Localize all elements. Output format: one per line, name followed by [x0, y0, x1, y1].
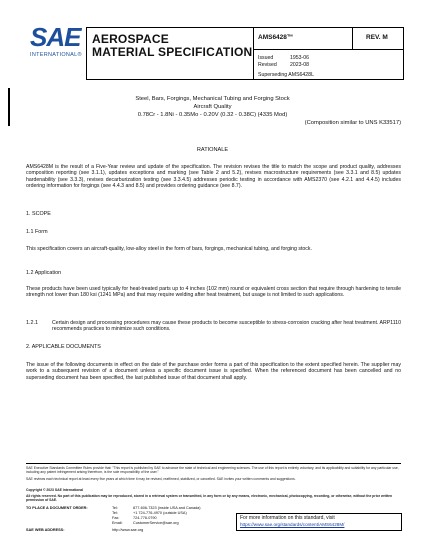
doc-title-line-1: Steel, Bars, Forgings, Mechanical Tubing and Forging Stock [135, 96, 290, 102]
revised-value: 2023-08 [290, 62, 310, 68]
info-box-link[interactable]: https://www.sae.org/standards/content/AMS6428M/ [240, 522, 345, 527]
footer-copyright: Copyright © 2023 SAE International [26, 488, 84, 492]
header-rev-rule [352, 27, 353, 49]
doc-title-line-2: Aircraft Quality [193, 104, 232, 110]
info-box-line-1: For more information on this standard, visit [240, 515, 335, 521]
section-1-2-heading: 1.2 Application [26, 270, 62, 276]
header-top-rule [86, 27, 404, 28]
section-2-heading: 2. APPLICABLE DOCUMENTS [26, 344, 101, 350]
section-2-text: The issue of the following documents in effect on the date of the purchase order forms a part of this specification to the extent specified herein. The supplier may work to a subsequent revision of a document unless a specific document issue is specified. When the referenced document has been cancelled and no superseding document has been specified, the last published issue of that document shall apply. [26, 362, 401, 381]
section-1-2-text: These products have been used typically for heat-treated parts up to 4 inches (102 mm) round or equivalent cross section that require through hardening to tensile strength not lower than 180 ksi (1241 MPa) and that may require welding after heat treatment, but usage is not limited to such applications. [26, 286, 401, 299]
footer-rule [26, 463, 401, 464]
sae-logo-subtitle: INTERNATIONAL® [30, 52, 82, 58]
email-value[interactable]: CustomerService@sae.org [133, 521, 179, 525]
rationale-heading: RATIONALE [196, 147, 229, 153]
footer-review-note: SAE reviews each technical report at least every five years at which time it may be revised, reaffirmed, stabilized, or cancelled. SAE invites your written comments and suggestions. [26, 477, 296, 481]
issued-label: Issued [258, 55, 274, 61]
spec-type-title-2: MATERIAL SPECIFICATION [92, 45, 253, 59]
tel1-value: 877-606-7323 (inside USA and Canada) [133, 506, 201, 510]
email-label: Email: [112, 521, 123, 525]
section-1-1-text: This specification covers an aircraft-quality, low-alloy steel in the form of bars, forgings, mechanical tubing, and forging stock. [26, 246, 312, 252]
fax-label: Fax: [112, 516, 120, 520]
rationale-text: AMS6428M is the result of a Five-Year review and update of the specification. The revision revises the title to match the scope and product quality, addresses composition reporting (see 3.1.1), updates exceptions and marking (see Table 2 and 5.2), revises macrostructure requirements (see 3.3.1 and 8.5) updates hardenability (see 3.3.3), revises decarburization testing (see 3.3.4.5) addresses periodic testing in accordance with AMS2370 (see 4.2.1 and 4.4.5) includes ordering information for forgings (see 4.4.3 and 8.5) and provides ordering guidance (see 8.7). [26, 164, 401, 190]
tel2-label: Tel: [112, 511, 118, 515]
section-1-2-1-text: Certain design and processing procedures may cause these products to become susceptible to stress-corrosion cracking after heat treatment. ARP1110 recommends practices to minimize such conditions. [52, 320, 401, 333]
issued-value: 1953-06 [290, 55, 310, 61]
header-bottom-rule [86, 79, 404, 80]
web-link[interactable]: http://www.sae.org [112, 528, 144, 532]
spec-type-title: AEROSPACE [92, 32, 169, 46]
superseding-note: Superseding AMS6428L [258, 72, 314, 78]
footer-rights: All rights reserved. No part of this publication may be reproduced, stored in a retrieval system or transmitted, in any form or by any means, electronic, mechanical, photocopying, recording, or otherwise, without the prior written permission of SAE. [26, 494, 393, 503]
tel1-label: Tel: [112, 506, 118, 510]
revision-label: REV. M [366, 34, 388, 41]
sae-logo: SAE [30, 22, 81, 52]
web-label: SAE WEB ADDRESS: [26, 528, 65, 532]
header-row-rule [253, 49, 404, 50]
footer-disclaimer: SAE Executive Standards Committee Rules provide that: "This report is published by SAE to advance the state of technical and engineering sciences. The use of this report is entirely voluntary, and its applicability and suitability for any particular use, including any patent infringement arising therefrom, is the sole responsibility of the user." [26, 466, 399, 475]
tel2-value: +1 724-776-4970 (outside USA) [133, 511, 187, 515]
doc-title-line-4: (Composition similar to UNS K33517) [304, 120, 401, 126]
fax-value: 724-776-0790 [133, 516, 157, 520]
order-label: TO PLACE A DOCUMENT ORDER: [26, 506, 88, 510]
header-mid-rule [253, 27, 254, 80]
doc-title-line-3: 0.78Cr - 1.8Ni - 0.35Mo - 0.20V (0.32 - 0.38C) (4335 Mod) [137, 112, 288, 118]
header-left-rule [86, 27, 87, 80]
header-right-rule [403, 27, 404, 80]
section-1-heading: 1. SCOPE [26, 211, 51, 217]
section-1-1-heading: 1.1 Form [26, 229, 48, 235]
section-1-2-1-number: 1.2.1 [26, 320, 38, 326]
doc-number: AMS6428™ [258, 34, 294, 41]
revised-label: Revised [258, 62, 277, 68]
